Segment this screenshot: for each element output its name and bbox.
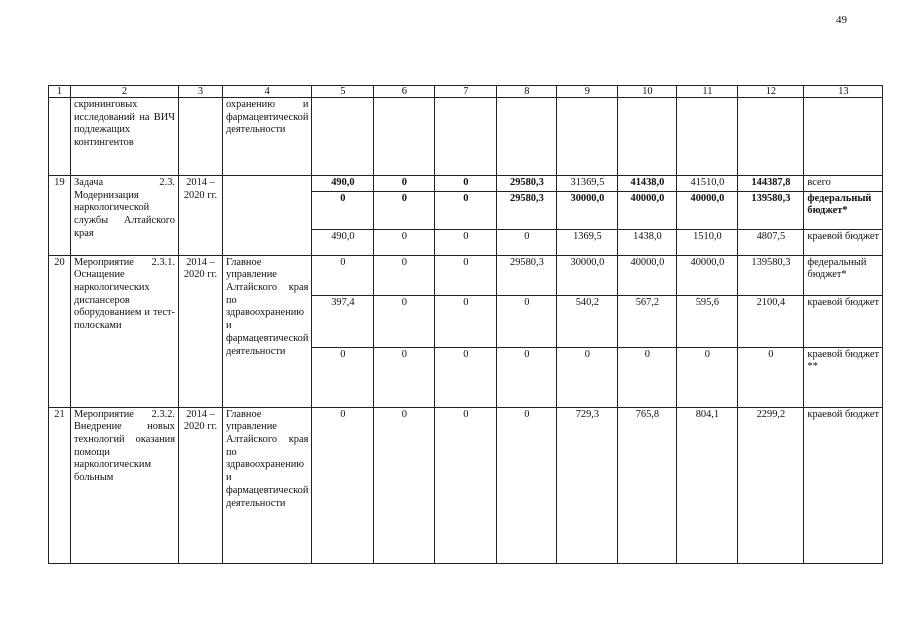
executor-cell: Главное управление Алтайского края по здравоохранению и фармацевтической деятельности	[223, 255, 312, 407]
value-cell: 40000,0	[677, 255, 738, 295]
row-number-cell	[49, 98, 71, 176]
value-cell: 0	[374, 295, 435, 347]
source-cell: краевой бюджет	[804, 229, 883, 255]
value-cell: 139580,3	[738, 255, 804, 295]
activity-name-cell: Мероприятие 2.3.2. Внедрение новых технологий оказания помощи наркологическим больным	[71, 407, 179, 563]
header-cell: 5	[312, 86, 374, 98]
value-cell	[497, 98, 557, 176]
value-cell: 29580,3	[497, 176, 557, 192]
header-cell: 3	[179, 86, 223, 98]
value-cell	[557, 98, 618, 176]
value-cell: 30000,0	[557, 255, 618, 295]
executor-cell: Главное управление Алтайского края по здравоохранению и фармацевтической деятельности	[223, 407, 312, 563]
value-cell: 41510,0	[677, 176, 738, 192]
source-cell: федеральный бюджет*	[804, 191, 883, 229]
header-cell: 11	[677, 86, 738, 98]
table-row	[49, 407, 883, 563]
header-cell: 8	[497, 86, 557, 98]
row-number-cell: 19	[49, 176, 71, 256]
table-row	[49, 98, 883, 176]
source-cell: краевой бюджет	[804, 407, 883, 563]
header-row	[49, 86, 883, 98]
value-cell: 0	[374, 407, 435, 563]
period-cell	[179, 98, 223, 176]
page-number: 49	[836, 14, 847, 26]
value-cell	[677, 98, 738, 176]
value-cell: 490,0	[312, 176, 374, 192]
value-cell: 490,0	[312, 229, 374, 255]
header-cell: 1	[49, 86, 71, 98]
value-cell	[435, 98, 497, 176]
value-cell: 0	[497, 407, 557, 563]
activity-name-cell: скрининговых исследований на ВИЧ подлежащих контингентов	[71, 98, 179, 176]
value-cell: 0	[435, 176, 497, 192]
value-cell: 0	[312, 255, 374, 295]
value-cell	[374, 98, 435, 176]
header-cell: 4	[223, 86, 312, 98]
header-cell: 6	[374, 86, 435, 98]
period-cell: 2014 – 2020 гг.	[179, 255, 223, 407]
value-cell: 0	[738, 347, 804, 407]
value-cell: 0	[312, 191, 374, 229]
value-cell: 4807,5	[738, 229, 804, 255]
value-cell	[312, 98, 374, 176]
value-cell: 765,8	[618, 407, 677, 563]
value-cell: 139580,3	[738, 191, 804, 229]
value-cell: 0	[557, 347, 618, 407]
executor-cell: охранению и фармацевтической деятельности	[223, 98, 312, 176]
value-cell: 1510,0	[677, 229, 738, 255]
value-cell: 0	[374, 255, 435, 295]
value-cell	[618, 98, 677, 176]
value-cell: 540,2	[557, 295, 618, 347]
value-cell: 40000,0	[677, 191, 738, 229]
row-number-cell: 21	[49, 407, 71, 563]
source-cell: краевой бюджет	[804, 295, 883, 347]
value-cell: 729,3	[557, 407, 618, 563]
value-cell: 0	[497, 229, 557, 255]
value-cell: 0	[312, 347, 374, 407]
period-cell: 2014 – 2020 гг.	[179, 176, 223, 256]
value-cell: 595,6	[677, 295, 738, 347]
value-cell: 0	[435, 229, 497, 255]
header-cell: 13	[804, 86, 883, 98]
header-cell: 12	[738, 86, 804, 98]
header-cell: 10	[618, 86, 677, 98]
value-cell: 1369,5	[557, 229, 618, 255]
value-cell: 0	[435, 407, 497, 563]
source-cell: краевой бюджет **	[804, 347, 883, 407]
value-cell: 29580,3	[497, 191, 557, 229]
value-cell: 397,4	[312, 295, 374, 347]
value-cell: 0	[435, 255, 497, 295]
value-cell: 2100,4	[738, 295, 804, 347]
activity-name-cell: Мероприятие 2.3.1. Оснащение наркологических диспансеров оборудованием и тест-полосками	[71, 255, 179, 407]
value-cell: 40000,0	[618, 191, 677, 229]
value-cell: 0	[435, 191, 497, 229]
table-row	[49, 255, 883, 295]
value-cell: 40000,0	[618, 255, 677, 295]
source-cell: всего	[804, 176, 883, 192]
value-cell: 31369,5	[557, 176, 618, 192]
row-number-cell: 20	[49, 255, 71, 407]
program-table	[48, 85, 883, 564]
value-cell: 0	[312, 407, 374, 563]
value-cell: 29580,3	[497, 255, 557, 295]
value-cell: 567,2	[618, 295, 677, 347]
value-cell: 804,1	[677, 407, 738, 563]
value-cell: 0	[374, 229, 435, 255]
source-cell: федеральный бюджет*	[804, 255, 883, 295]
value-cell: 0	[677, 347, 738, 407]
value-cell: 0	[435, 347, 497, 407]
table-row	[49, 176, 883, 192]
value-cell: 0	[374, 176, 435, 192]
value-cell: 0	[374, 347, 435, 407]
value-cell: 0	[374, 191, 435, 229]
value-cell: 1438,0	[618, 229, 677, 255]
value-cell: 144387,8	[738, 176, 804, 192]
value-cell: 0	[497, 295, 557, 347]
source-cell	[804, 98, 883, 176]
value-cell: 0	[435, 295, 497, 347]
value-cell	[738, 98, 804, 176]
value-cell: 2299,2	[738, 407, 804, 563]
executor-cell	[223, 176, 312, 256]
value-cell: 0	[497, 347, 557, 407]
header-cell: 2	[71, 86, 179, 98]
value-cell: 30000,0	[557, 191, 618, 229]
value-cell: 41438,0	[618, 176, 677, 192]
activity-name-cell: Задача 2.3. Модернизация наркологической службы Алтайского края	[71, 176, 179, 256]
header-cell: 9	[557, 86, 618, 98]
period-cell: 2014 – 2020 гг.	[179, 407, 223, 563]
value-cell: 0	[618, 347, 677, 407]
header-cell: 7	[435, 86, 497, 98]
